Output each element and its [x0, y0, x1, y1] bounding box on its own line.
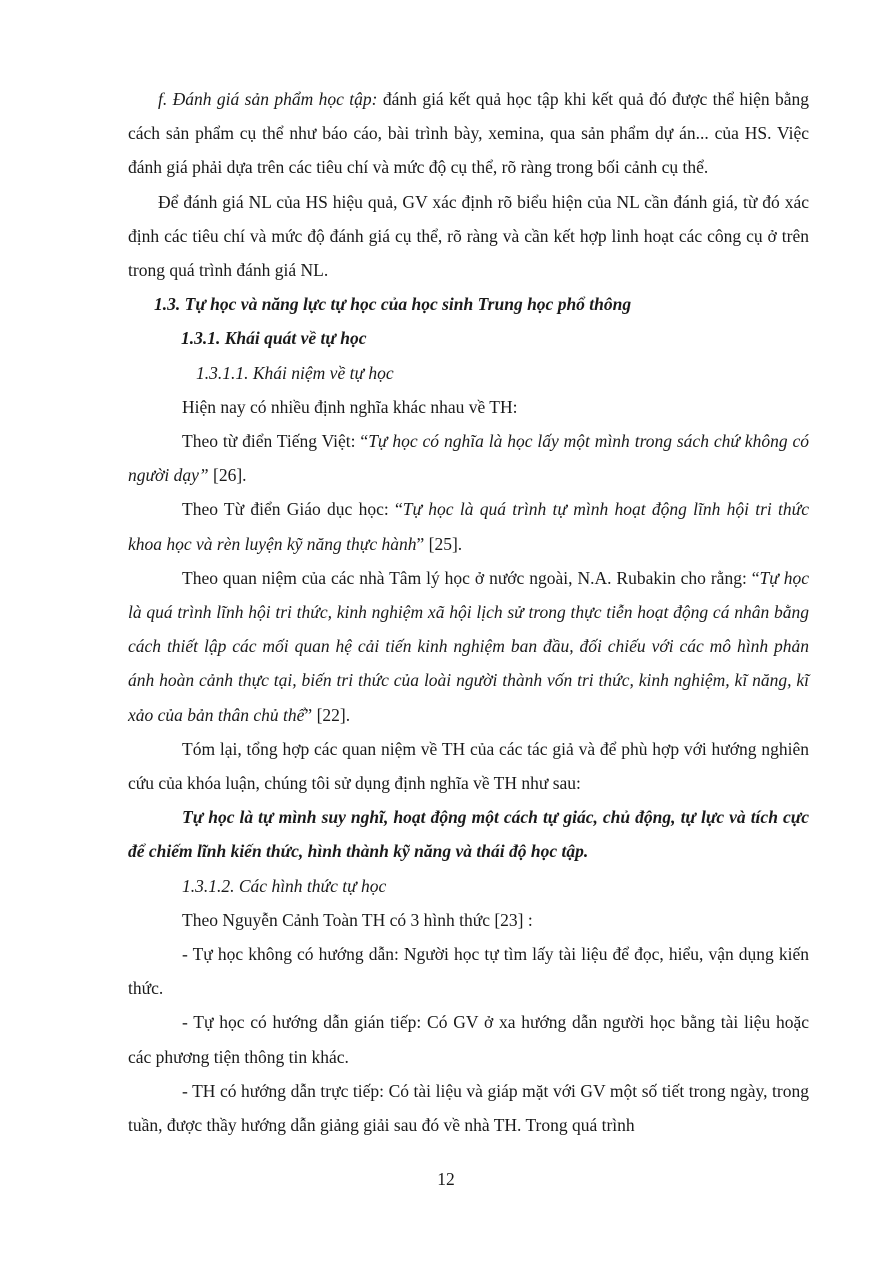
document-page: [128, 82, 809, 1142]
dictionary-pre: Theo từ điển Tiếng Việt: “: [182, 431, 369, 452]
paragraph-rubakin-definition: [128, 561, 809, 732]
paragraph-competence-assessment: Để đánh giá NL của HS hiệu quả, GV xác định rõ biểu hiện của NL cần đánh giá, từ đó xác định các tiêu chí và mức độ đánh giá cụ thể, rõ ràng và cần kết hợp linh hoạt các công cụ ở trên trong quá trình đánh giá NL.: [128, 191, 809, 281]
paragraph-self-study-definition: Tự học là tự mình suy nghĩ, hoạt động một cách tự giác, chủ động, tự lực và tích cực để chiếm lĩnh kiến thức, hình thành kỹ năng và thái độ học tập.: [128, 807, 809, 862]
paragraph-summary: Tóm lại, tổng hợp các quan niệm về TH của các tác giả và để phù hợp với hướng nghiên cứu của khóa luận, chúng tôi sử dụng định nghĩa về TH như sau:: [128, 738, 809, 794]
heading-1-3-1-1: 1.3.1.1. Khái niệm về tự học: [196, 362, 394, 383]
education-quote: Tự học là quá trình tự mình hoạt động lĩnh hội tri thức khoa học và rèn luyện kỹ năng thực hành: [128, 499, 809, 554]
rubakin-pre: Theo quan niệm của các nhà Tâm lý học ở nước ngoài, N.A. Rubakin cho rằng: “: [182, 567, 760, 588]
product-assessment-label: f. Đánh giá sản phẩm học tập:: [158, 89, 378, 109]
paragraph-dictionary-definition: [128, 424, 809, 492]
heading-1-3-1-2: 1.3.1.2. Các hình thức tự học: [182, 875, 387, 896]
heading-1-3-1: 1.3.1. Khái quát về tự học: [181, 328, 367, 349]
rubakin-citation: ” [22].: [304, 704, 351, 725]
heading-1-3: 1.3. Tự học và năng lực tự học của học sinh Trung học phổ thông: [154, 294, 632, 315]
page-number: 12: [437, 1169, 455, 1189]
rubakin-quote: Tự học là quá trình lĩnh hội tri thức, kinh nghiệm xã hội lịch sử trong thực tiễn hoạt động cá nhân bằng cách thiết lập các mối quan hệ cải tiến kinh nghiệm ban đầu, đối chiếu với các mô hình phản ánh hoàn cảnh thực tại, biến tri thức của loài người thành vốn tri thức, kinh nghiệm, kĩ năng, kĩ xảo của bản thân chủ thể: [128, 567, 809, 725]
paragraph-education-dictionary: [128, 492, 809, 560]
education-pre: Theo Từ điển Giáo dục học: “: [182, 499, 403, 520]
education-citation: ” [25].: [416, 533, 463, 554]
list-item-indirect-guidance: - Tự học có hướng dẫn gián tiếp: Có GV ở xa hướng dẫn người học bằng tài liệu hoặc các phương tiện thông tin khác.: [128, 1012, 809, 1067]
dictionary-citation: [26].: [208, 465, 247, 486]
dictionary-quote: Tự học có nghĩa là học lấy một mình trong sách chứ không có người dạy”: [128, 431, 809, 486]
list-item-direct-guidance: - TH có hướng dẫn trực tiếp: Có tài liệu và giáp mặt với GV một số tiết trong ngày, trong tuần, được thầy hướng dẫn giảng giải sau đó về nhà TH. Trong quá trình: [128, 1080, 809, 1136]
paragraph-forms-intro: Theo Nguyễn Cảnh Toàn TH có 3 hình thức [23] :: [182, 909, 533, 930]
list-item-no-guidance: - Tự học không có hướng dẫn: Người học tự tìm lấy tài liệu để đọc, hiểu, vận dụng kiến thức.: [128, 944, 809, 999]
product-assessment-text: đánh giá kết quả học tập khi kết quả đó được thể hiện bằng cách sản phẩm cụ thể như báo cáo, bài trình bày, xemina, qua sản phẩm dự án... của HS. Việc đánh giá phải dựa trên các tiêu chí và mức độ cụ thể, rõ ràng trong bối cảnh cụ thể.: [128, 89, 809, 178]
paragraph-product-assessment: [128, 82, 809, 185]
paragraph-definitions-intro: Hiện nay có nhiều định nghĩa khác nhau về TH:: [182, 396, 518, 417]
